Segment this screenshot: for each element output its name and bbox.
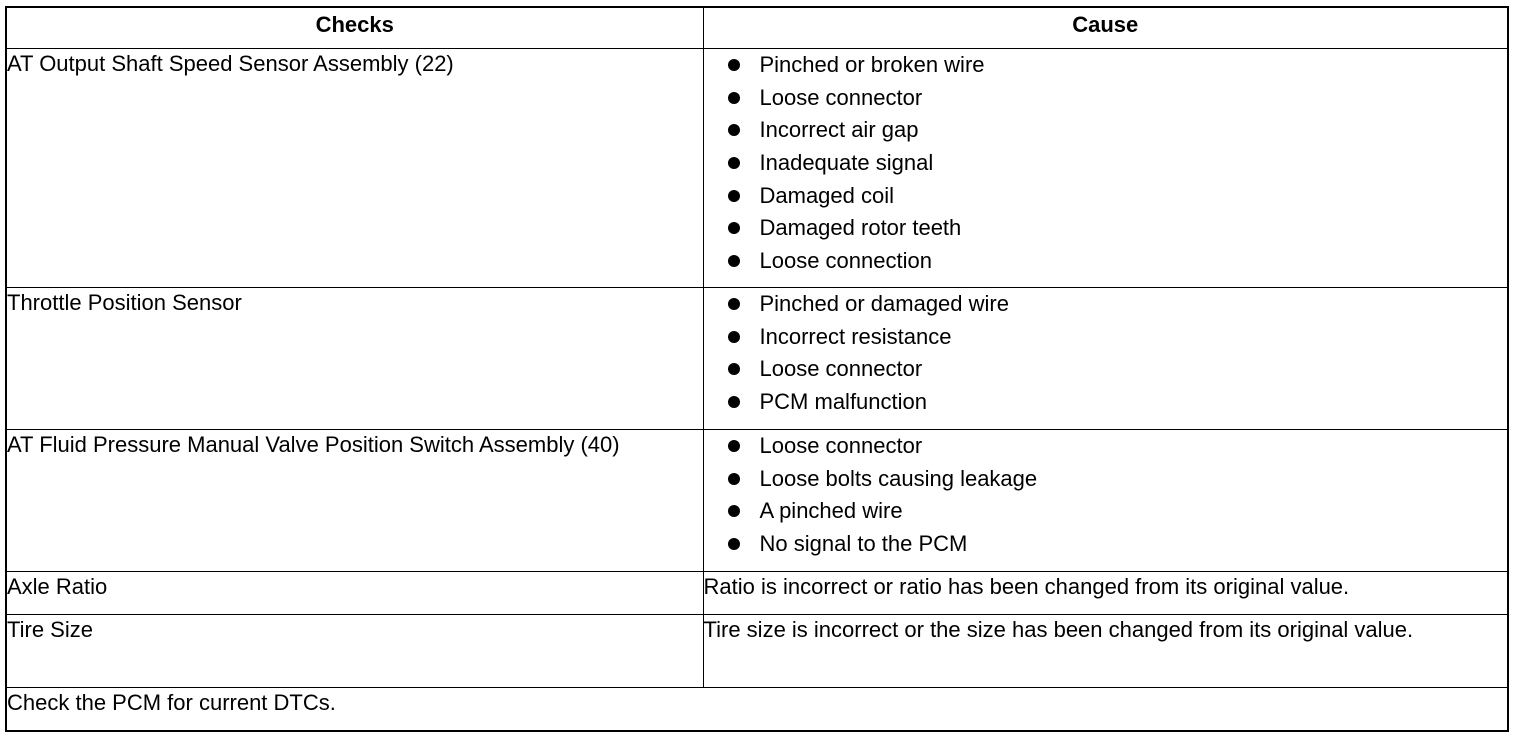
table-row: [6, 49, 1508, 288]
list-item: [704, 528, 1508, 561]
bullet-icon: [728, 92, 740, 104]
table-row: [6, 572, 1508, 615]
cause-item-text: Loose connector: [759, 356, 923, 382]
list-item: [704, 288, 1508, 321]
check-cell: [6, 615, 703, 688]
bullet-icon: [728, 440, 740, 452]
cause-text-cell: Ratio is incorrect or ratio has been changed from its original value.: [703, 572, 1508, 615]
bullet-icon: [728, 331, 740, 343]
cause-item-text: No signal to the PCM: [759, 531, 968, 557]
check-label: Tire Size: [7, 617, 93, 642]
cause-item-text: Inadequate signal: [759, 150, 934, 176]
table-row: [6, 288, 1508, 430]
cause-item-text: Damaged rotor teeth: [759, 215, 962, 241]
footer-row: [6, 688, 1508, 732]
bullet-icon: [728, 473, 740, 485]
bullet-icon: [728, 298, 740, 310]
table-row: [6, 615, 1508, 688]
check-label: AT Fluid Pressure Manual Valve Position Switch Assembly (40): [7, 432, 620, 457]
cause-item-text: PCM malfunction: [759, 389, 928, 415]
header-row: [6, 7, 1508, 49]
bullet-icon: [728, 505, 740, 517]
list-item: [704, 430, 1508, 463]
cause-item-text: Loose connector: [759, 84, 923, 110]
bullet-icon: [728, 255, 740, 267]
list-item: [704, 82, 1508, 115]
footer-note: Check the PCM for current DTCs.: [6, 688, 1508, 732]
cause-text-cell: Tire size is incorrect or the size has been changed from its original value.: [703, 615, 1508, 688]
list-item: [704, 147, 1508, 180]
check-cell: [6, 288, 703, 430]
bullet-icon: [728, 222, 740, 234]
list-item: [704, 114, 1508, 147]
cause-item-text: Incorrect air gap: [759, 117, 919, 143]
list-item: [704, 180, 1508, 213]
cause-cell: [703, 49, 1508, 288]
bullet-icon: [728, 363, 740, 375]
cause-item-text: Pinched or broken wire: [759, 52, 985, 77]
list-item: [704, 463, 1508, 496]
cause-cell: [703, 288, 1508, 430]
cause-item-text: Damaged coil: [759, 182, 895, 208]
bullet-icon: [728, 124, 740, 136]
list-item: [704, 321, 1508, 354]
check-cell: [6, 572, 703, 615]
bullet-icon: [728, 396, 740, 408]
bullet-icon: [728, 157, 740, 169]
check-label: AT Output Shaft Speed Sensor Assembly (22): [7, 51, 454, 76]
list-item: [704, 495, 1508, 528]
cause-list: [704, 288, 1508, 419]
bullet-icon: [728, 538, 740, 550]
cause-item-text: Loose bolts causing leakage: [759, 465, 1038, 491]
table-row: [6, 430, 1508, 572]
cause-list: [704, 49, 1508, 278]
bullet-icon: [728, 190, 740, 202]
check-cell: [6, 430, 703, 572]
cause-cell: [703, 430, 1508, 572]
list-item: [704, 353, 1508, 386]
diagnostic-table: [5, 6, 1509, 732]
cause-item-text: Incorrect resistance: [759, 323, 952, 349]
bullet-icon: [728, 59, 740, 71]
header-cause: Cause: [703, 7, 1508, 49]
check-label: Axle Ratio: [7, 574, 108, 599]
cause-item-text: Pinched or damaged wire: [759, 291, 1009, 316]
check-label: Throttle Position Sensor: [7, 290, 242, 315]
cause-list: [704, 430, 1508, 561]
list-item: [704, 212, 1508, 245]
header-checks: Checks: [6, 7, 703, 49]
check-cell: [6, 49, 703, 288]
cause-item-text: A pinched wire: [759, 498, 903, 524]
cause-item-text: Loose connection: [759, 248, 932, 274]
list-item: [704, 245, 1508, 278]
list-item: [704, 386, 1508, 419]
cause-item-text: Loose connector: [759, 433, 923, 458]
list-item: [704, 49, 1508, 82]
